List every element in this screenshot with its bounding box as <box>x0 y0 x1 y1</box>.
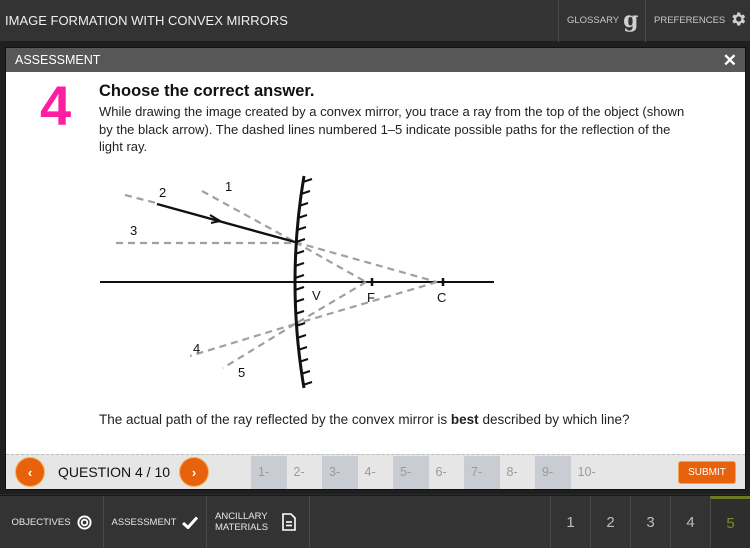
question-page-8[interactable]: 8- <box>506 465 518 479</box>
objectives-button[interactable] <box>0 496 104 548</box>
question-page-9[interactable]: 9- <box>535 456 571 489</box>
question-page-1[interactable]: 1- <box>251 456 287 489</box>
svg-text:2: 2 <box>159 185 167 200</box>
question-page-4[interactable]: 4- <box>364 465 376 479</box>
question-body: While drawing the image created by a convex mirror, you trace a ray from the top of the object (shown by the black arrow). The dashed lines numbered 1–5 indicate possible paths for the reflection of the light ray. <box>99 104 685 154</box>
objectives-label: OBJECTIVES <box>11 516 71 528</box>
chevron-left-icon: ‹ <box>27 464 33 480</box>
modal-header <box>6 48 745 72</box>
assessment-button[interactable] <box>104 496 207 548</box>
ancillary-materials-button[interactable] <box>207 496 310 548</box>
question-heading: Choose the correct answer. <box>99 82 315 100</box>
svg-text:5: 5 <box>238 365 246 380</box>
question-page-3[interactable]: 3- <box>322 456 358 489</box>
assessment-label: ASSESSMENT <box>111 516 177 528</box>
app-header <box>0 0 750 42</box>
section-4-button[interactable]: 4 <box>670 496 710 548</box>
modal-title: ASSESSMENT <box>15 53 101 67</box>
target-icon <box>77 515 92 530</box>
svg-text:3: 3 <box>130 223 138 238</box>
ancillary-label-line1: ANCILLARY <box>215 511 268 522</box>
app-title: IMAGE FORMATION WITH CONVEX MIRRORS <box>5 13 288 28</box>
section-2-button[interactable]: 2 <box>590 496 630 548</box>
prompt-bold: best <box>450 412 479 427</box>
next-question-button[interactable] <box>180 458 208 486</box>
glossary-button[interactable] <box>558 0 645 42</box>
chevron-right-icon: › <box>191 464 197 480</box>
prompt-text-start: The actual path of the ray reflected by the convex mirror is <box>99 412 451 427</box>
question-navigation <box>6 454 745 489</box>
glossary-icon: g <box>623 6 639 33</box>
question-counter: QUESTION 4 / 10 <box>58 464 171 480</box>
bottom-spacer <box>310 496 550 548</box>
glossary-label: GLOSSARY <box>567 15 620 26</box>
svg-text:1: 1 <box>225 179 233 194</box>
bottom-navigation <box>0 495 750 548</box>
ancillary-label <box>215 511 268 533</box>
question-page-10[interactable]: 10- <box>577 465 596 479</box>
assessment-modal <box>6 48 745 489</box>
close-icon[interactable]: ✕ <box>722 50 737 70</box>
checkmark-icon <box>182 516 198 529</box>
preferences-button[interactable] <box>645 0 750 42</box>
section-5-button[interactable]: 5 <box>710 496 750 548</box>
svg-text:F: F <box>367 290 375 305</box>
convex-mirror-diagram <box>90 166 510 401</box>
question-number: 4 <box>40 74 72 137</box>
svg-text:4: 4 <box>193 341 201 356</box>
question-page-5[interactable]: 5- <box>393 456 429 489</box>
gear-icon <box>729 10 747 31</box>
section-3-button[interactable]: 3 <box>630 496 670 548</box>
question-page-2[interactable]: 2- <box>293 465 305 479</box>
previous-question-button[interactable] <box>16 458 44 486</box>
svg-text:V: V <box>312 288 321 303</box>
question-pages <box>251 456 606 489</box>
section-1-button[interactable]: 1 <box>550 496 590 548</box>
document-icon <box>282 513 296 531</box>
question-page-6[interactable]: 6- <box>435 465 447 479</box>
question-prompt <box>99 412 630 427</box>
svg-text:C: C <box>437 290 447 305</box>
ancillary-label-line2: MATERIALS <box>215 522 269 533</box>
question-page-7[interactable]: 7- <box>464 456 500 489</box>
submit-button[interactable]: SUBMIT <box>679 462 735 483</box>
prompt-text-end: described by which line? <box>478 412 630 427</box>
preferences-label: PREFERENCES <box>654 15 726 26</box>
